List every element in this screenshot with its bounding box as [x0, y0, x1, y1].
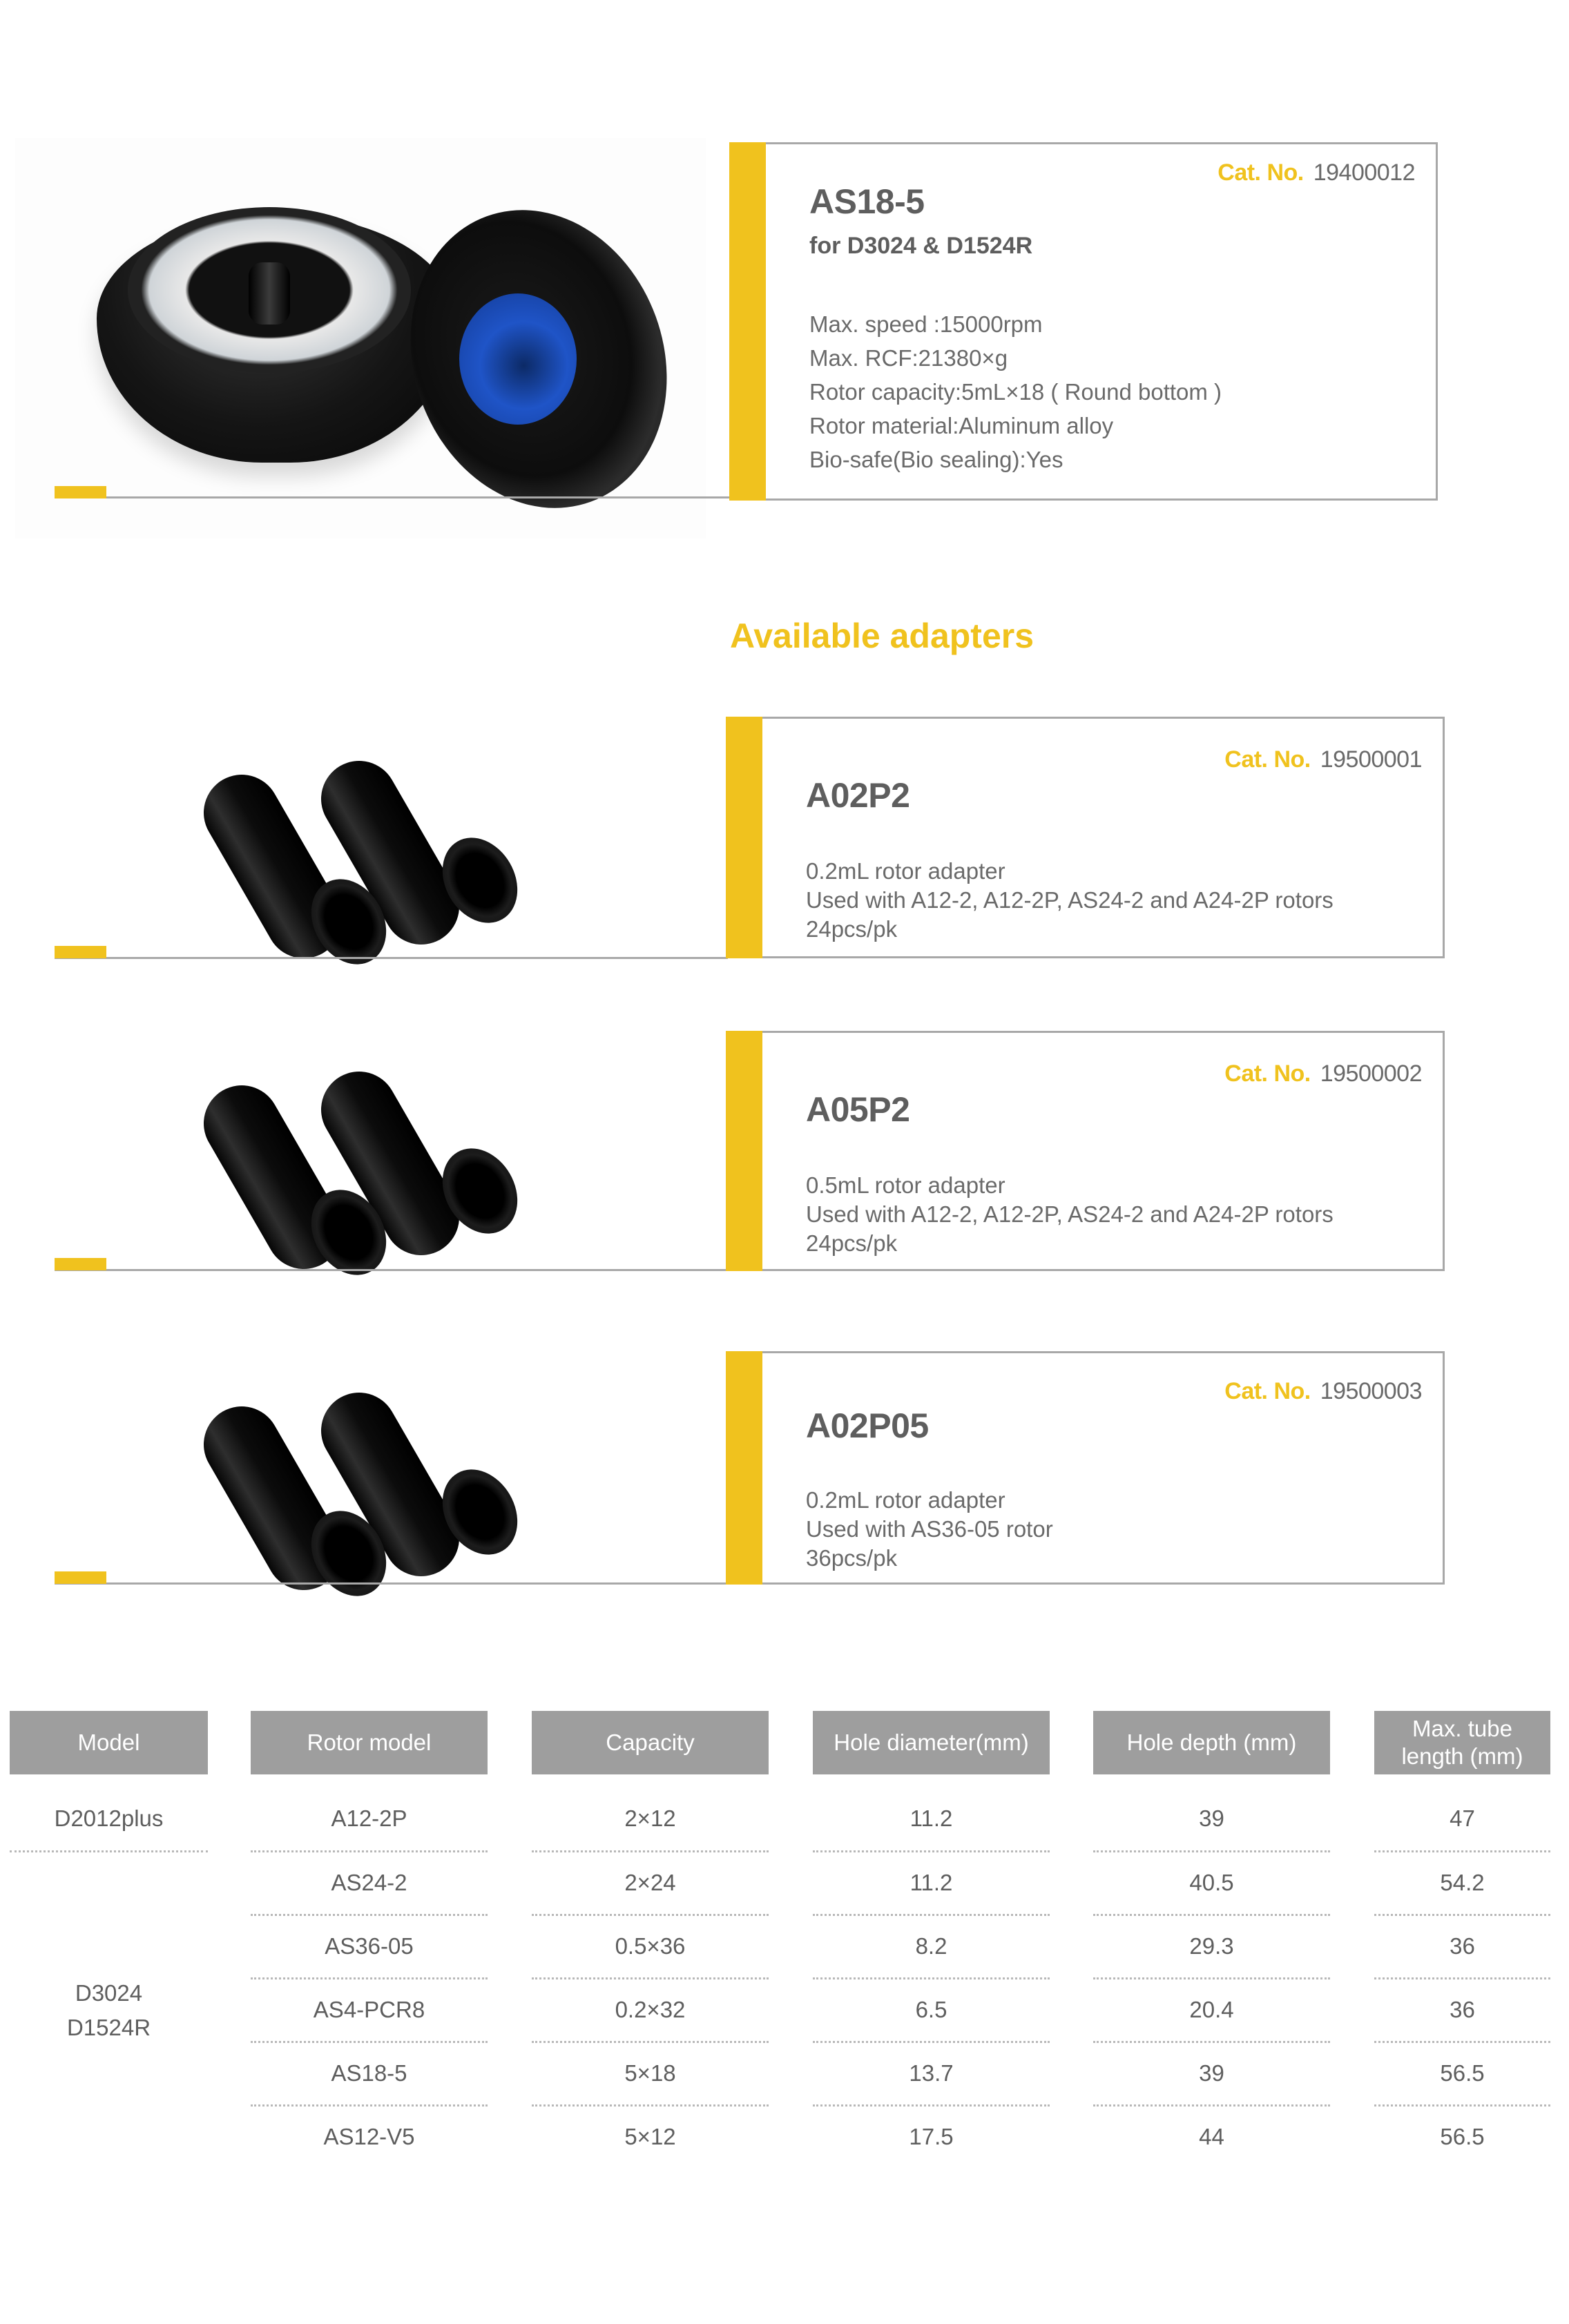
- cat-label: Cat. No.: [1224, 1378, 1311, 1404]
- adapter-description: [806, 1486, 1053, 1573]
- row-divider: [251, 2104, 488, 2107]
- row-divider: [1374, 1914, 1550, 1916]
- row-divider: [1374, 2104, 1550, 2107]
- max-tube-length-cell: 36: [1450, 1933, 1475, 1959]
- capacity-cell: 5×18: [624, 2060, 676, 2086]
- model-cell: D2012plus: [54, 1805, 164, 1831]
- capacity-cell: 0.5×36: [615, 1933, 686, 1959]
- rotor-title: AS18-5: [809, 182, 925, 221]
- adapter-card-a02p2: [726, 717, 1445, 958]
- row-divider: [251, 1977, 488, 1979]
- row-divider: [532, 2104, 769, 2107]
- adapter-compatibility: Used with AS36-05 rotor: [806, 1516, 1053, 1542]
- max-tube-length-cell: 56.5: [1440, 2124, 1485, 2149]
- adapter-title: A02P2: [806, 776, 910, 815]
- row-divider: [813, 1914, 1050, 1916]
- adapter-volume: 0.2mL rotor adapter: [806, 858, 1005, 884]
- row-divider: [1374, 2041, 1550, 2043]
- rotor-baseline: [55, 496, 731, 498]
- adapter-marker: [55, 1571, 106, 1584]
- col-header-capacity: Capacity: [532, 1711, 769, 1774]
- rotor-hub-icon: [249, 262, 290, 325]
- cat-number: 19400012: [1313, 159, 1415, 186]
- col-header-max-tube-length: [1374, 1711, 1550, 1774]
- row-divider: [10, 1850, 208, 1852]
- adapter-baseline: [55, 957, 728, 959]
- spec-max-rcf: Max. RCF:21380×g: [809, 345, 1008, 371]
- cat-label: Cat. No.: [1217, 159, 1304, 186]
- cat-label: Cat. No.: [1224, 746, 1311, 773]
- col-header-model: Model: [10, 1711, 208, 1774]
- cat-number: 19500001: [1320, 746, 1422, 773]
- row-divider: [251, 2041, 488, 2043]
- adapter-card-accent-bar: [726, 1031, 762, 1271]
- adapter-card-a02p05: [726, 1351, 1445, 1585]
- rotor-cat-no: [1217, 159, 1415, 186]
- row-divider: [532, 1850, 769, 1852]
- capacity-cell: 0.2×32: [615, 1997, 686, 2022]
- cat-label: Cat. No.: [1224, 1061, 1311, 1087]
- adapter-compatibility: Used with A12-2, A12-2P, AS24-2 and A24-2P rotors: [806, 1201, 1334, 1227]
- spec-bio-safe: Bio-safe(Bio sealing):Yes: [809, 447, 1063, 472]
- hole-depth-cell: 20.4: [1189, 1997, 1234, 2022]
- rotor-card-accent-bar: [729, 142, 766, 501]
- hole-depth-cell: 39: [1199, 1805, 1224, 1831]
- hole-depth-cell: 40.5: [1189, 1870, 1234, 1895]
- adapter-marker: [55, 946, 106, 958]
- row-divider: [1093, 1914, 1330, 1916]
- max-tube-length-cell: 47: [1450, 1805, 1475, 1831]
- row-divider: [1093, 2041, 1330, 2043]
- spec-max-speed: Max. speed :15000rpm: [809, 311, 1043, 337]
- rotor-marker: [55, 486, 106, 498]
- row-divider: [1093, 2104, 1330, 2107]
- row-divider: [813, 1850, 1050, 1852]
- adapter-title: A05P2: [806, 1090, 910, 1129]
- rotor-card: [730, 142, 1438, 501]
- adapter-cat-no: [1224, 1061, 1422, 1087]
- model-line: D3024: [75, 1980, 143, 2006]
- hole-diameter-cell: 8.2: [915, 1933, 947, 1959]
- row-divider: [1374, 1977, 1550, 1979]
- cat-number: 19500003: [1320, 1378, 1422, 1404]
- rotor-model-cell: A12-2P: [331, 1805, 407, 1831]
- max-tube-length-cell: 54.2: [1440, 1870, 1485, 1895]
- adapter-card-accent-bar: [726, 1351, 762, 1585]
- row-divider: [813, 2104, 1050, 2107]
- rotor-model-cell: AS18-5: [331, 2060, 407, 2086]
- rotor-model-cell: AS24-2: [331, 1870, 407, 1895]
- adapter-volume: 0.5mL rotor adapter: [806, 1172, 1005, 1198]
- hole-depth-cell: 29.3: [1189, 1933, 1234, 1959]
- adapter-title: A02P05: [806, 1406, 929, 1445]
- max-tube-length-cell: 36: [1450, 1997, 1475, 2022]
- capacity-cell: 2×12: [624, 1805, 676, 1831]
- model-line: D1524R: [66, 2015, 151, 2040]
- rotor-model-cell: AS36-05: [325, 1933, 414, 1959]
- adapter-volume: 0.2mL rotor adapter: [806, 1487, 1005, 1513]
- row-divider: [813, 2041, 1050, 2043]
- rotor-model-cell: AS12-V5: [323, 2124, 415, 2149]
- adapter-cat-no: [1224, 746, 1422, 773]
- col-header-hole-diameter: Hole diameter(mm): [813, 1711, 1050, 1774]
- rotor-subtitle: for D3024 & D1524R: [809, 233, 1033, 259]
- spec-capacity: Rotor capacity:5mL×18 ( Round bottom ): [809, 379, 1222, 405]
- spec-material: Rotor material:Aluminum alloy: [809, 413, 1114, 438]
- rotor-model-cell: AS4-PCR8: [313, 1997, 425, 2022]
- adapter-pack-size: 36pcs/pk: [806, 1545, 898, 1571]
- row-divider: [813, 1977, 1050, 1979]
- hole-depth-cell: 39: [1199, 2060, 1224, 2086]
- header-line: Max. tube: [1412, 1716, 1512, 1741]
- row-divider: [1093, 1977, 1330, 1979]
- capacity-cell: 5×12: [624, 2124, 676, 2149]
- model-cell: [10, 1976, 208, 2045]
- adapter-baseline: [55, 1582, 728, 1585]
- hole-diameter-cell: 13.7: [909, 2060, 954, 2086]
- row-divider: [251, 1850, 488, 1852]
- adapters-heading: Available adapters: [730, 617, 1034, 655]
- adapter-cat-no: [1224, 1378, 1422, 1405]
- adapter-baseline: [55, 1269, 728, 1271]
- capacity-cell: 2×24: [624, 1870, 676, 1895]
- row-divider: [251, 1914, 488, 1916]
- row-divider: [1374, 1850, 1550, 1852]
- rotor-specs: [809, 307, 1222, 476]
- hole-diameter-cell: 11.2: [909, 1870, 953, 1895]
- row-divider: [532, 1914, 769, 1916]
- row-divider: [1093, 1850, 1330, 1852]
- adapter-description: [806, 1171, 1334, 1258]
- adapter-marker: [55, 1258, 106, 1270]
- cat-number: 19500002: [1320, 1061, 1422, 1087]
- hole-diameter-cell: 11.2: [909, 1805, 953, 1831]
- adapter-card-accent-bar: [726, 717, 762, 958]
- max-tube-length-cell: 56.5: [1440, 2060, 1485, 2086]
- hole-diameter-cell: 17.5: [909, 2124, 954, 2149]
- row-divider: [532, 2041, 769, 2043]
- rotor-lid-cap-icon: [459, 293, 577, 425]
- adapter-pack-size: 24pcs/pk: [806, 1230, 898, 1256]
- adapter-card-a05p2: [726, 1031, 1445, 1271]
- row-divider: [532, 1977, 769, 1979]
- col-header-rotor-model: Rotor model: [251, 1711, 488, 1774]
- adapter-pack-size: 24pcs/pk: [806, 916, 898, 942]
- header-line: length (mm): [1401, 1743, 1523, 1769]
- adapter-description: [806, 857, 1334, 944]
- hole-diameter-cell: 6.5: [915, 1997, 947, 2022]
- adapter-compatibility: Used with A12-2, A12-2P, AS24-2 and A24-2P rotors: [806, 887, 1334, 913]
- col-header-hole-depth: Hole depth (mm): [1093, 1711, 1330, 1774]
- hole-depth-cell: 44: [1199, 2124, 1224, 2149]
